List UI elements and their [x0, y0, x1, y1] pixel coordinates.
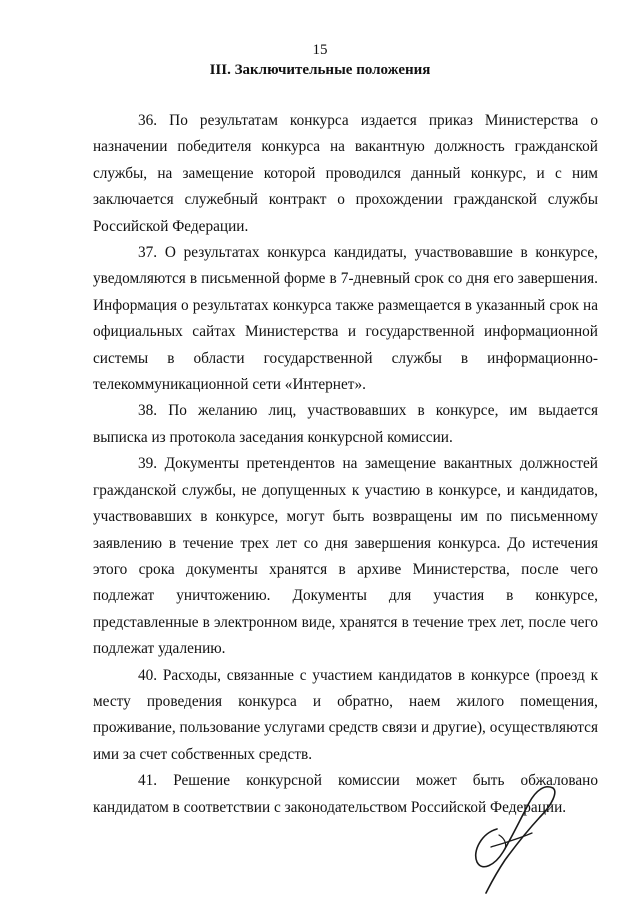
section-title: III. Заключительные положения — [209, 62, 431, 78]
handwritten-signature — [466, 775, 566, 900]
paragraph-40: 40. Расходы, связанные с участием кандидатов в конкурсе (проезд к месту проведения конкурса и обратно, наем жилого помещения, проживание, пользование услугами средств связи и другие), осуществляются ими за счет собственных средств. — [93, 666, 599, 763]
document-body — [93, 108, 598, 821]
paragraph-36: 36. По результатам конкурса издается приказ Министерства о назначении победителя конкурса на вакантную должность гражданской службы, на замещение которой проводился данный конкурс, и с ним заключается служебный контракт о прохождении гражданской службы Российской Федерации. — [93, 112, 598, 235]
paragraph-37: 37. О результатах конкурса кандидаты, участвовавшие в конкурсе, уведомляются в письменной форме в 7-дневный срок со дня его завершения. Информация о результатах конкурса также размещается в указанный срок на официальных сайтах Министерства и государственной информационной системы в области государственной службы в информационно-телекоммуникационной сети «Интернет». — [93, 244, 598, 394]
paragraph-38: 38. По желанию лиц, участвовавших в конкурсе, им выдается выписка из протокола заседания конкурсной комиссии. — [93, 402, 598, 446]
paragraph-39: 39. Документы претендентов на замещение вакантных должностей гражданской службы, не допущенных к участию в конкурсе, и кандидатов, участвовавших в конкурсе, могут быть возвращены им по письменному заявлению в течение трех лет со дня завершения конкурса. До истечения этого срока документы хранятся в архиве Министерства, после чего подлежат уничтожению. Документы для участия в конкурсе, представленные в электронном виде, хранятся в течение трех лет, после чего подлежат удалению. — [93, 455, 598, 658]
signature-hook-stroke — [499, 835, 506, 849]
paragraph-41: 41. Решение конкурсной комиссии может быть обжаловано кандидатом в соответствии с законодательством Российской Федерации. — [93, 772, 598, 816]
page-number: 15 — [312, 42, 328, 58]
